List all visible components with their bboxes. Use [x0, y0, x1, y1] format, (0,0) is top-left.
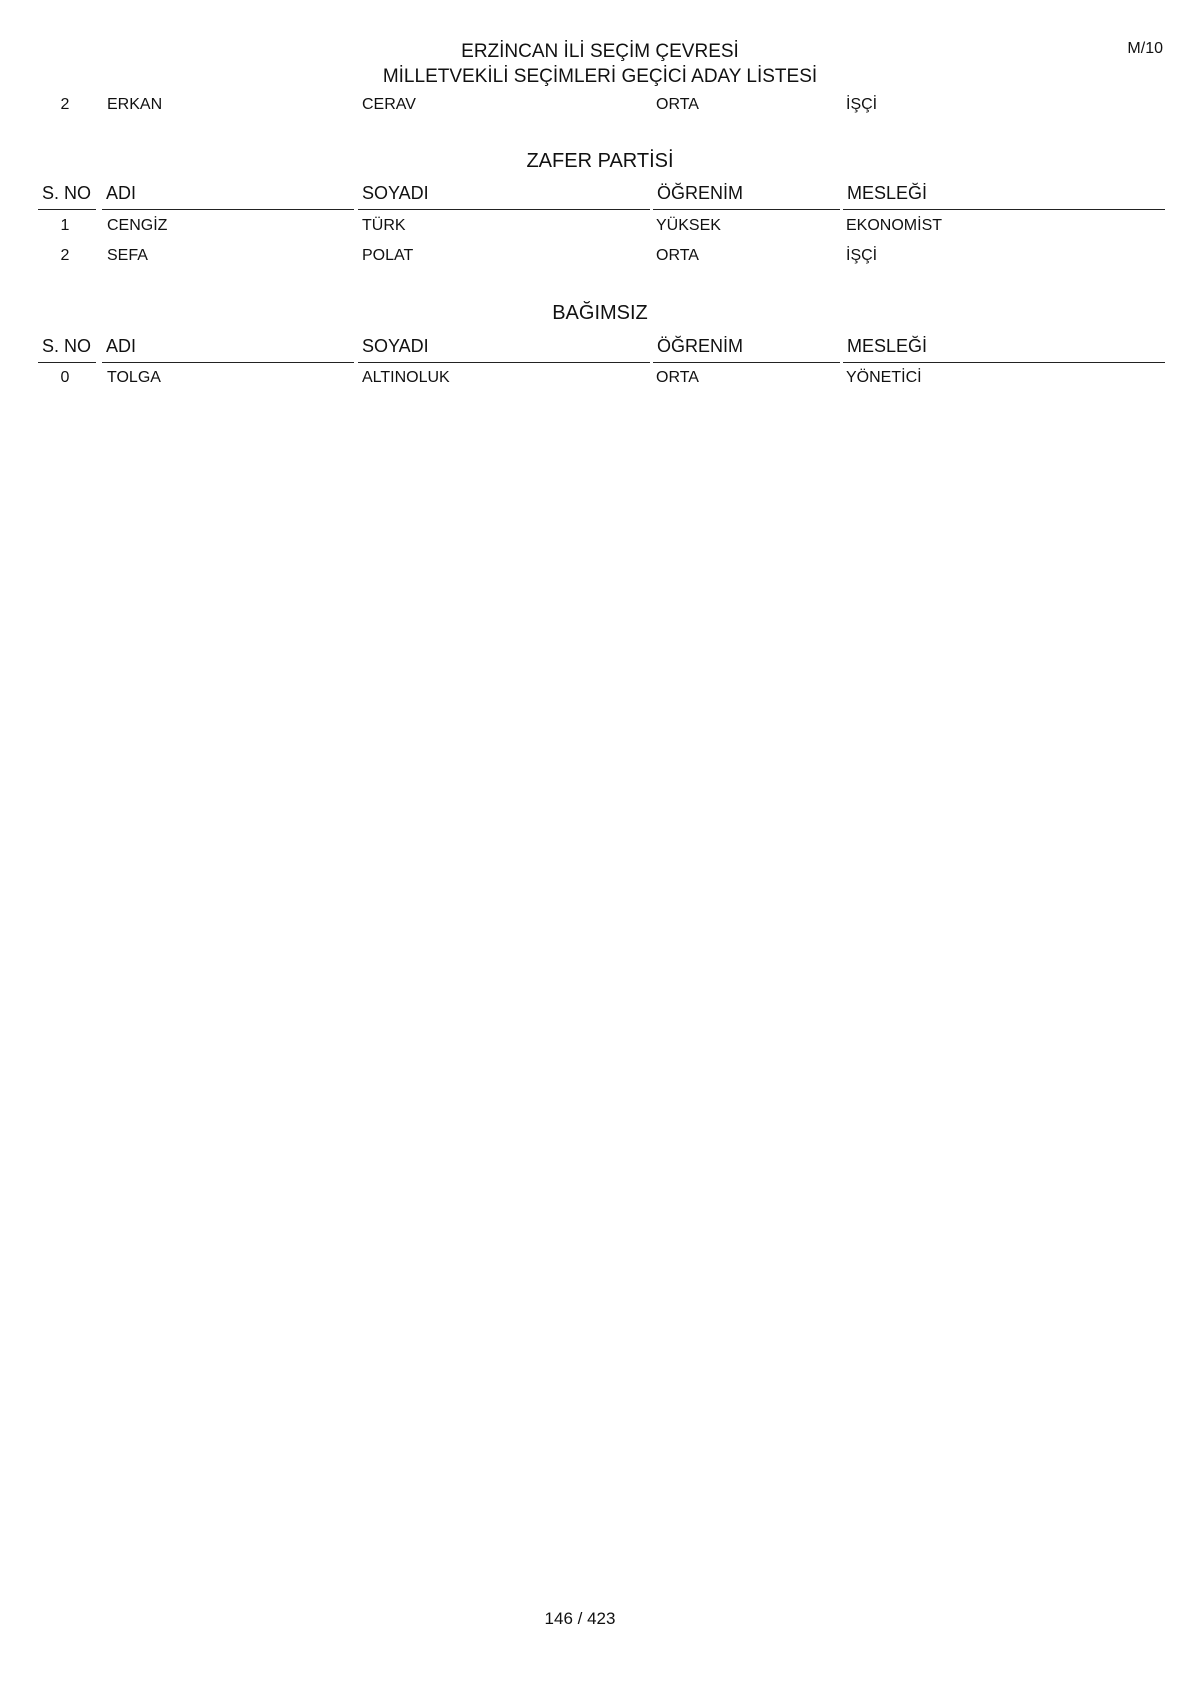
- cell-meslek: İŞÇİ: [846, 96, 878, 113]
- cell-ogrenim: YÜKSEK: [656, 217, 721, 234]
- table-row: [0, 247, 1200, 271]
- page-indicator: 146 / 423: [544, 1609, 616, 1628]
- cell-meslek: EKONOMİST: [846, 217, 943, 234]
- table-row: [0, 369, 1200, 393]
- cell-adi: ERKAN: [107, 96, 163, 113]
- cell-ogrenim: ORTA: [656, 369, 699, 386]
- header-meslek: MESLEĞİ: [843, 336, 1165, 363]
- table-header: [0, 183, 1200, 211]
- cell-adi: TOLGA: [107, 369, 161, 386]
- table-row: [0, 217, 1200, 241]
- cell-ogrenim: ORTA: [656, 247, 699, 264]
- section-title: ZAFER PARTİSİ: [526, 150, 674, 172]
- document-title: ERZİNCAN İLİ SEÇİM ÇEVRESİ: [461, 41, 739, 62]
- cell-meslek: YÖNETİCİ: [846, 369, 922, 386]
- cell-meslek: İŞÇİ: [846, 247, 878, 264]
- document-subtitle: MİLLETVEKİLİ SEÇİMLERİ GEÇİCİ ADAY LİSTESİ: [382, 66, 818, 87]
- cell-no: 0: [60, 369, 70, 386]
- cell-no: 1: [60, 217, 70, 234]
- cell-soyadi: ALTINOLUK: [362, 369, 450, 386]
- header-no: S. NO: [38, 336, 96, 363]
- page-code: M/10: [1127, 40, 1163, 57]
- header-adi: ADI: [102, 183, 354, 210]
- cell-no: 2: [60, 96, 70, 113]
- table-header: [0, 336, 1200, 364]
- header-ogrenim: ÖĞRENİM: [653, 336, 840, 363]
- table-row: [0, 96, 1200, 120]
- header-ogrenim: ÖĞRENİM: [653, 183, 840, 210]
- cell-no: 2: [60, 247, 70, 264]
- section-title: BAĞIMSIZ: [552, 302, 648, 324]
- cell-soyadi: TÜRK: [362, 217, 406, 234]
- header-no: S. NO: [38, 183, 96, 210]
- header-adi: ADI: [102, 336, 354, 363]
- cell-adi: CENGİZ: [107, 217, 168, 234]
- header-meslek: MESLEĞİ: [843, 183, 1165, 210]
- cell-ogrenim: ORTA: [656, 96, 699, 113]
- header-soyadi: SOYADI: [358, 183, 650, 210]
- cell-adi: SEFA: [107, 247, 148, 264]
- cell-soyadi: CERAV: [362, 96, 416, 113]
- cell-soyadi: POLAT: [362, 247, 414, 264]
- header-soyadi: SOYADI: [358, 336, 650, 363]
